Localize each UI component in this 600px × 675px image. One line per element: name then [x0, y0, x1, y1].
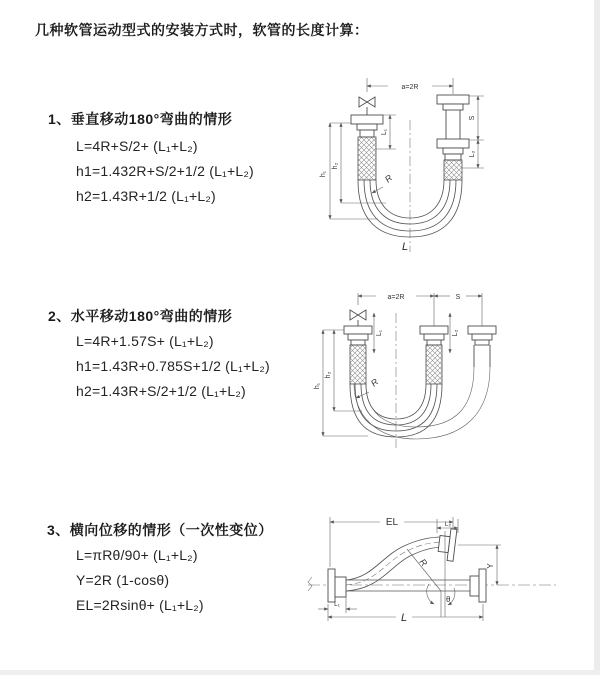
radius-label: R: [382, 172, 395, 185]
diagram-horizontal-180-bend: [310, 283, 600, 458]
dim-label-s: S: [455, 294, 461, 301]
section3-formula-L: L=πRθ/90+ (L₁+L₂): [76, 547, 198, 563]
section2-formula-h2: h2=1.43R+S/2+1/2 (L₁+L₂): [76, 383, 246, 399]
section1-heading: 1、垂直移动180°弯曲的情形: [48, 111, 233, 127]
section2-formula-L: L=4R+1.57S+ (L₁+L₂): [76, 333, 214, 349]
radius-label: R: [368, 376, 381, 389]
dim-label-l2: L₂: [444, 521, 452, 528]
dim-label-y: Y: [486, 563, 495, 569]
section3-heading: 3、横向位移的情形（一次性变位）: [47, 522, 273, 538]
section1-formula-h2: h2=1.43R+1/2 (L₁+L₂): [76, 188, 216, 204]
section3-formula-EL: EL=2Rsinθ+ (L₁+L₂): [76, 597, 204, 613]
dim-label-h1: h₁: [314, 382, 321, 390]
middle-fitting: [420, 326, 448, 384]
section2-heading: 2、水平移动180°弯曲的情形: [48, 308, 233, 324]
dim-label-h2: h₂: [332, 162, 339, 170]
section1-formula-L: L=4R+S/2+ (L₁+L₂): [76, 138, 198, 154]
page-title: 几种软管运动型式的安装方式时，软管的长度计算：: [35, 22, 369, 38]
right-lower-flange: [470, 569, 486, 602]
dim-label-l1: L₁: [381, 128, 388, 136]
dim-label-el: EL: [385, 517, 399, 528]
right-fitting: [468, 326, 496, 367]
dim-label-s: S: [469, 115, 476, 121]
dim-label-h2: h₂: [325, 371, 332, 379]
dim-label-l1: L₁: [334, 601, 340, 608]
section3-formula-Y: Y=2R (1-cosθ): [76, 572, 170, 588]
valve-icon: [359, 97, 375, 115]
hose-straight-position: [346, 580, 470, 591]
radius-label: R: [417, 556, 430, 569]
section1-formula-h1: h1=1.432R+S/2+1/2 (L₁+L₂): [76, 163, 254, 179]
diagram-vertical-180-bend: [314, 70, 586, 266]
scan-edge-bottom: [0, 670, 600, 675]
valve-icon: [350, 310, 366, 326]
section2-formula-h1: h1=1.43R+0.785S+1/2 (L₁+L₂): [76, 358, 270, 374]
dim-label-h1: h₁: [320, 170, 327, 178]
right-upper-flange: [437, 528, 457, 562]
dim-label-l2: L₂: [452, 329, 459, 337]
dim-label-l: L: [401, 612, 408, 624]
left-flange: [328, 569, 346, 602]
dim-label-a2r: a=2R: [401, 84, 419, 91]
diagram-lateral-displacement: [300, 505, 600, 655]
hose-displaced-position: [346, 537, 444, 591]
dim-label-l1: L₁: [376, 329, 383, 337]
break-mark: [308, 577, 312, 591]
angle-label: θ: [446, 595, 451, 604]
dim-label-a2r: a=2R: [387, 294, 405, 301]
dim-label-l2: L₂: [469, 150, 476, 158]
right-fitting: [437, 95, 469, 180]
left-fitting: [344, 326, 372, 384]
length-label: L: [402, 241, 409, 253]
left-fitting: [351, 115, 383, 180]
